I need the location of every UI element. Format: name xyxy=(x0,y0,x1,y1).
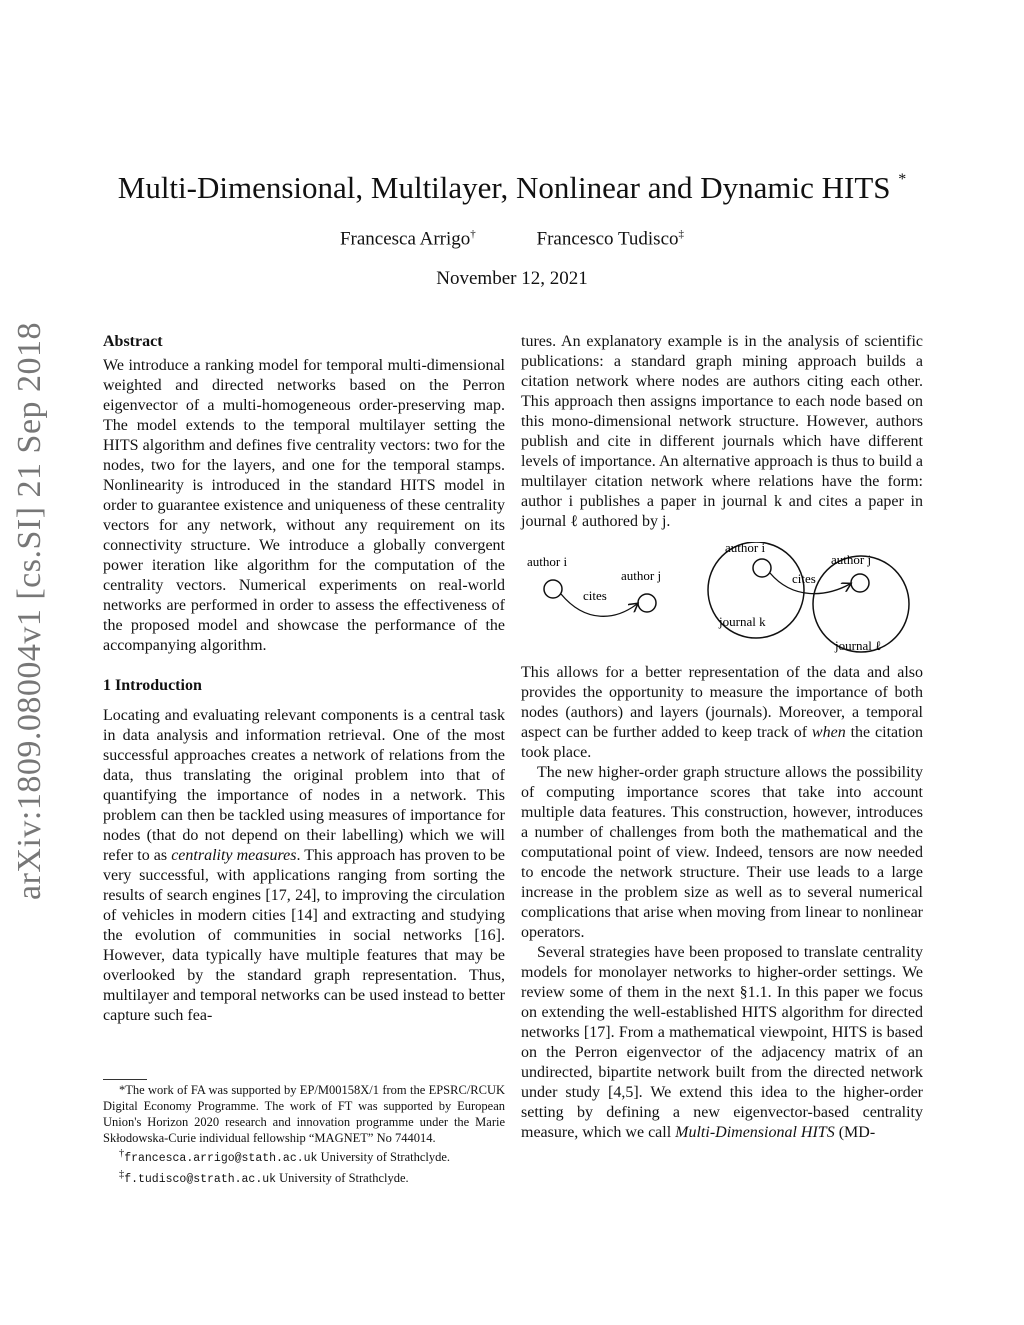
author-1-name: Francesca Arrigo xyxy=(339,228,471,250)
label-cites-left: cites xyxy=(583,588,607,603)
right-p2-emphasis: when xyxy=(811,724,846,741)
right-column xyxy=(521,332,923,1143)
footnote-author-2 xyxy=(103,1167,505,1188)
footnote-2-mark: † xyxy=(119,1148,125,1159)
right-p2-part-a: This allows for a better representation of the data and also provides the opportunity to measure the importance of both nodes (authors) and layers (journals). Moreover, a temporal aspect can be further added to keep track of xyxy=(521,664,923,741)
label-journal-k: journal k xyxy=(719,614,766,629)
abstract-heading: Abstract xyxy=(103,333,163,350)
intro-p1-emphasis: centrality measures xyxy=(171,847,297,864)
abstract-text: We introduce a ranking model for temporal multi-dimensional weighted and directed networks based on the Perron eigenvector of a multi-homogeneous order-preserving map. The model extends to the temporal multilayer setting the HITS algorithm and defines five centrality vectors: two for the nodes, two for the layers, and one for the temporal stamps. Nonlinearity is introduced in the standard HITS model in order to guarantee existence and uniqueness of these centrality vectors for any network, without any requirement on its connectivity structure. We introduce a globally convergent power iteration like algorithm for the computation of the centrality vectors. Numerical experiments on real-world networks are performed in order to assess the effectiveness of the proposed model and showcase the performance of the accompanying algorithm. xyxy=(103,357,505,654)
footnote-author-1 xyxy=(103,1146,505,1167)
footnotes xyxy=(103,1082,505,1188)
author-1 xyxy=(340,228,476,250)
paper-date: November 12, 2021 xyxy=(436,268,588,289)
footnote-2-affiliation: University of Strathclyde. xyxy=(317,1150,451,1165)
label-author-j-right: author j xyxy=(831,552,872,567)
right-paragraph-3: The new higher-order graph structure allows the possibility of computing importance scores that take into account multiple data features. This construction, however, introduces a number of challenges from both the mathematical and the computational point of view. Indeed, tensors are now needed to encode the network structure. Their use leads to a large increase in the problem size as well as to several numerical complications that arise when moving from linear to nonlinear operators. xyxy=(521,764,923,941)
introduction-heading: 1 Introduction xyxy=(103,677,202,694)
footnote-rule xyxy=(103,1079,147,1080)
right-paragraph-4 xyxy=(521,943,923,1143)
email-tudisco[interactable]: f.tudisco@strath.ac.uk xyxy=(124,1173,277,1187)
author-list xyxy=(0,228,1024,250)
footnote-3-mark: ‡ xyxy=(119,1169,125,1181)
intro-p1-part-b: . This approach has proven to be very successful, with applications ranging from sorting the results of search engines [17, 24], to improving the circulation of vehicles in modern cities [14] and extracting and studying the evolution of communities in social networks [16]. However, data typically have multiple features that may be overlooked by the standard graph representation. Thus, multilayer and temporal networks can be used instead to better capture such fea- xyxy=(103,847,505,1024)
label-journal-l: journal ℓ xyxy=(835,638,882,653)
right-paragraph-1: tures. An explanatory example is in the analysis of scientific publications: a standard graph mining approach builds a citation network where nodes are authors citing each other. This approach then assigns importance to each node based on this mono-dimensional network structure. However, authors publish and cite in different journals which have different levels of importance. An alternative approach is thus to build a multilayer citation network where relations have the form: author i publishes a paper in journal k and cites a paper in journal ℓ authored by j. xyxy=(521,333,923,530)
figure-svg xyxy=(521,542,923,657)
footnote-3-affiliation: University of Strathclyde. xyxy=(276,1171,409,1186)
author-2 xyxy=(537,228,684,250)
arxiv-identifier: arXiv:1809.08004v1 [cs.SI] 21 Sep 2018 xyxy=(11,321,48,900)
left-column xyxy=(103,332,505,1026)
title-footnote-mark: * xyxy=(898,171,907,188)
author-2-mark: ‡ xyxy=(678,228,685,240)
right-p4-part-a: Several strategies have been proposed to translate centrality models for monolayer networks to higher-order settings. We review some of them in the next §1.1. In this paper we focus on extending the well-established HITS algorithm for directed networks [17]. From a mathematical viewpoint, HITS is based on the Perron eigenvector of the adjacency matrix of an undirected, bipartite network built from the directed network under study [4,5]. We extend this idea to the higher-order setting by defining a new eigenvector-based centrality measure, which we call xyxy=(521,944,923,1141)
intro-paragraph-1 xyxy=(103,706,505,1026)
right-p2-part-b: the citation took place. xyxy=(521,724,924,761)
right-p4-part-b: (MD- xyxy=(834,1124,876,1141)
footnote-funding: *The work of FA was supported by EP/M00158X/1 from the EPSRC/RCUK Digital Economy Programme. The work of FT was supported by European Union's Horizon 2020 research and innovation programme under the Marie Skłodowska-Curie individual fellowship “MAGNET” No 744014. xyxy=(103,1083,505,1145)
label-cites-right: cites xyxy=(792,571,816,586)
email-arrigo[interactable]: francesca.arrigo@stath.ac.uk xyxy=(124,1152,318,1166)
intro-p1-part-a: Locating and evaluating relevant components is a central task in data analysis and information retrieval. One of the most successful approaches creates a network of relations from the data, thus translating the original problem into that of quantifying the importance of nodes in a network. This problem can then be tackled using measures of importance for nodes (that do not depend on their labelling) which we will refer to as xyxy=(103,707,505,864)
node-author-j-right xyxy=(851,574,869,592)
label-author-i-left: author i xyxy=(527,554,568,569)
author-2-name: Francesco Tudisco xyxy=(536,228,679,250)
right-p4-emphasis: Multi-Dimensional HITS xyxy=(675,1124,835,1141)
node-author-i-left xyxy=(544,580,562,598)
title-text: Multi-Dimensional, Multilayer, Nonlinear and Dynamic HITS xyxy=(117,170,891,205)
label-author-i-right: author i xyxy=(725,542,766,555)
paper-title xyxy=(0,170,1024,206)
label-author-j-left: author j xyxy=(621,568,662,583)
node-author-j-left xyxy=(638,594,656,612)
right-paragraph-2 xyxy=(521,663,923,763)
author-1-mark: † xyxy=(470,228,476,240)
node-author-i-right xyxy=(753,559,771,577)
citation-network-figure xyxy=(521,542,923,657)
